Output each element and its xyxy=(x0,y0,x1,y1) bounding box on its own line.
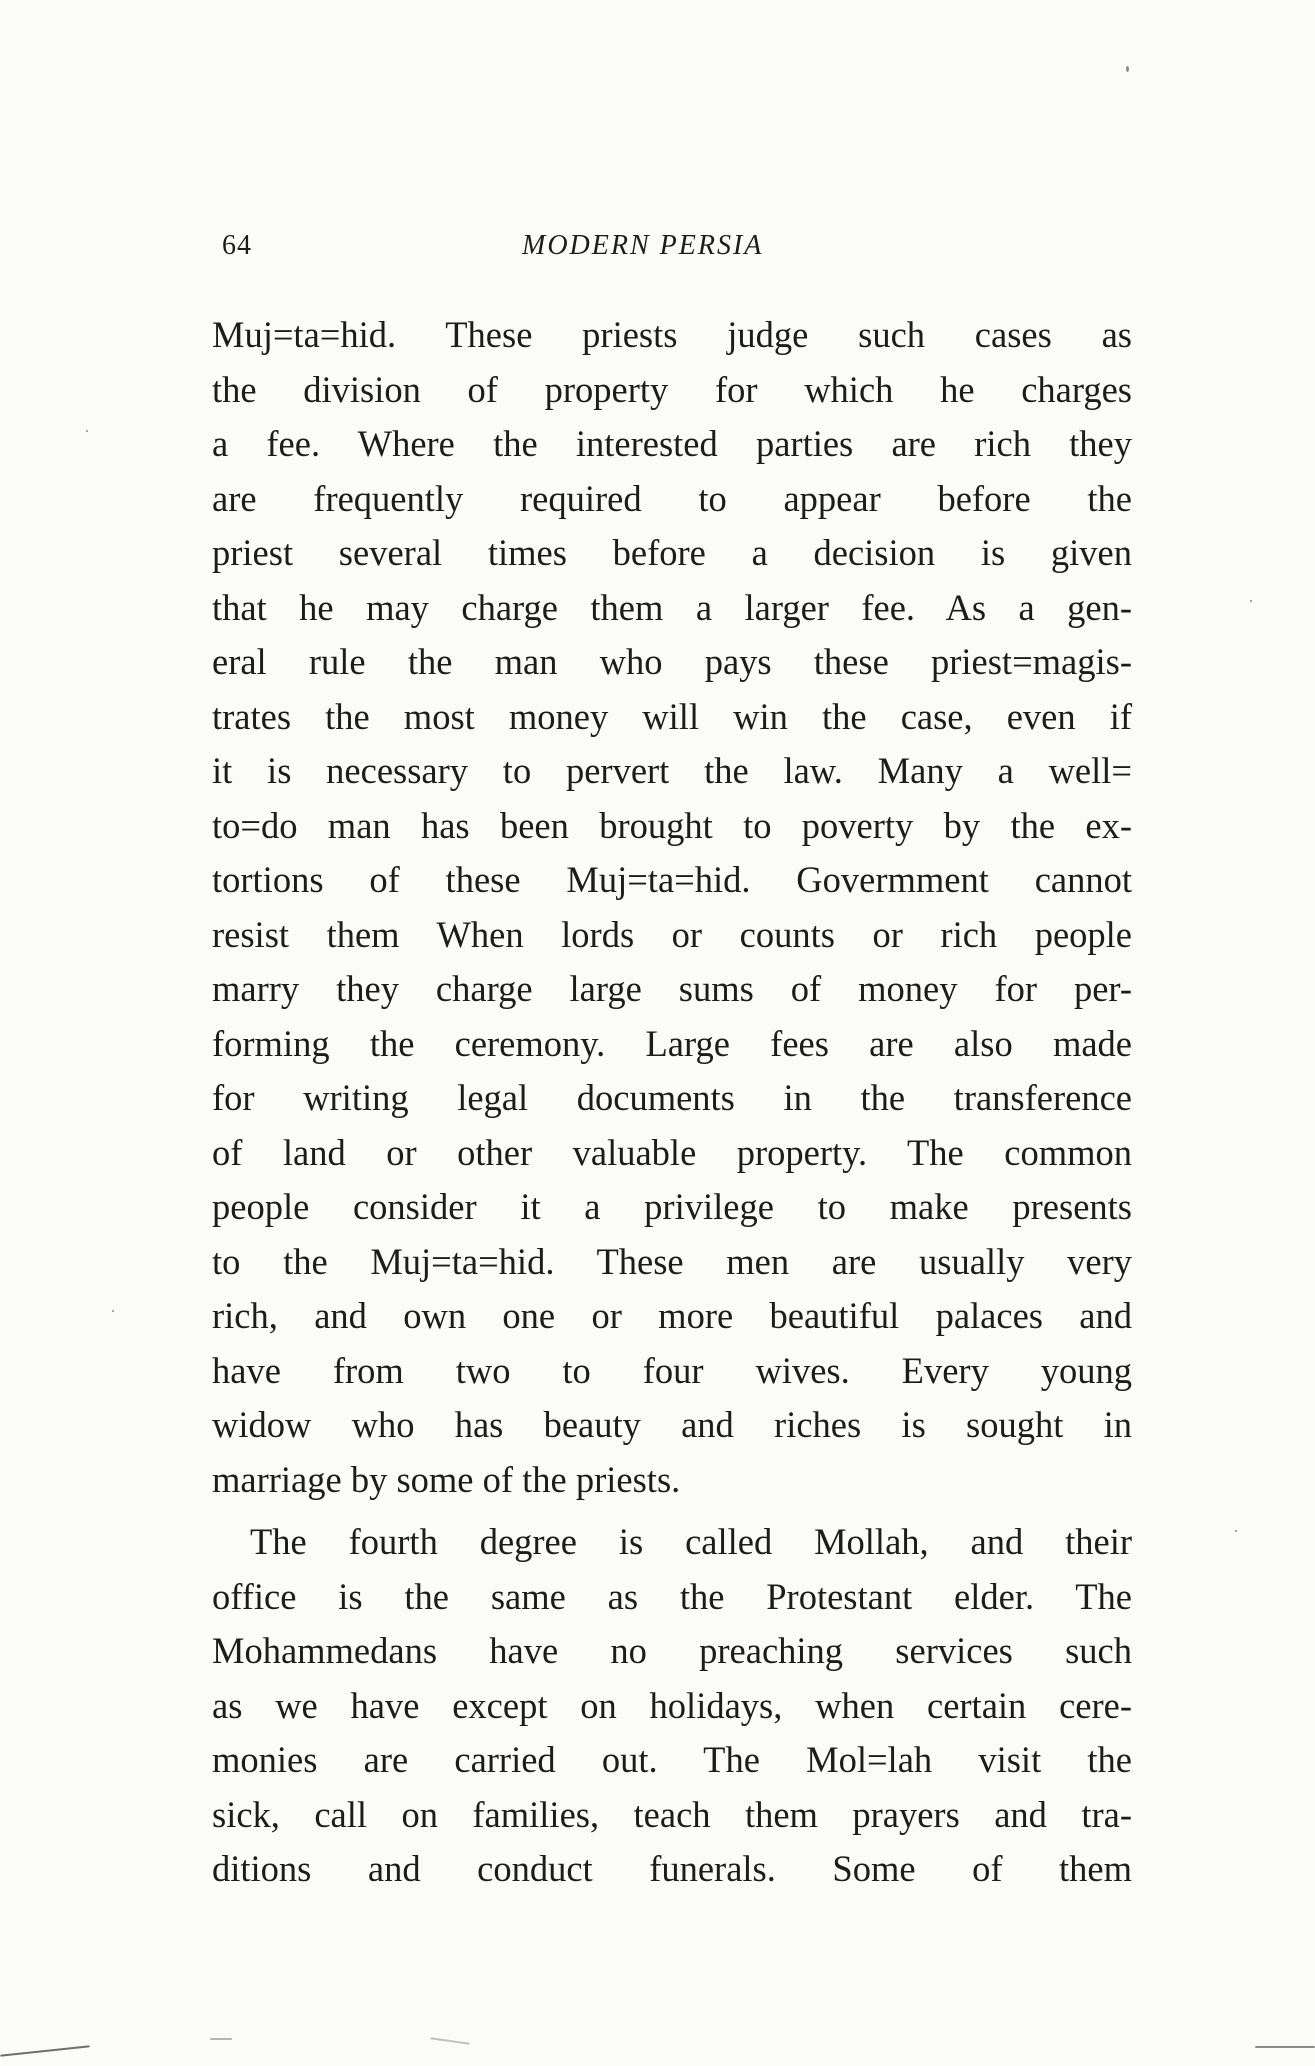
text-line: tortions of these Muj=ta=hid. Govermment cannot xyxy=(212,859,1132,900)
text-line: sick, call on families, teach them prayers and tra- xyxy=(212,1793,1132,1835)
body-text xyxy=(212,308,1132,1897)
page-number: 64 xyxy=(222,230,252,261)
text-line: are frequently required to appear before the xyxy=(212,477,1132,519)
text-line: for writing legal documents in the transference xyxy=(212,1077,1132,1118)
text-line: of land or other valuable property. The common xyxy=(212,1131,1132,1173)
paragraph-gap xyxy=(212,1507,1132,1515)
text-line: people consider it a privilege to make presents xyxy=(212,1186,1132,1227)
text-line: office is the same as the Protestant elder. The xyxy=(212,1575,1132,1617)
scan-edge-mark xyxy=(430,2037,470,2045)
scan-speck xyxy=(86,430,88,432)
text-line: resist them When lords or counts or rich people xyxy=(212,913,1132,955)
text-line: trates the most money will win the case, even if xyxy=(212,695,1132,737)
text-line: Mohammedans have no preaching services such xyxy=(212,1630,1132,1671)
text-line: have from two to four wives. Every young xyxy=(212,1349,1132,1391)
scan-speck xyxy=(1250,600,1252,602)
running-title: MODERN PERSIA xyxy=(522,230,764,261)
text-line: marriage by some of the priests. xyxy=(212,1458,681,1500)
text-line: a fee. Where the interested parties are rich they xyxy=(212,423,1132,464)
text-line: as we have except on holidays, when certain cere- xyxy=(212,1684,1132,1726)
text-line: to the Muj=ta=hid. These men are usually very xyxy=(212,1240,1132,1282)
text-line: widow who has beauty and riches is sought in xyxy=(212,1404,1132,1445)
text-line: monies are carried out. The Mol=lah visit the xyxy=(212,1739,1132,1780)
text-line: to=do man has been brought to poverty by the ex- xyxy=(212,804,1132,846)
scan-speck xyxy=(1126,66,1129,72)
paragraph-1 xyxy=(212,308,1132,1507)
text-line: ditions and conduct funerals. Some of them xyxy=(212,1848,1132,1889)
scan-edge-mark xyxy=(1255,2046,1315,2048)
text-line: rich, and own one or more beautiful palaces and xyxy=(212,1295,1132,1336)
scan-edge-mark xyxy=(210,2038,232,2040)
text-line: marry they charge large sums of money for per- xyxy=(212,968,1132,1009)
text-line: that he may charge them a larger fee. As a gen- xyxy=(212,586,1132,628)
text-line: the division of property for which he charges xyxy=(212,368,1132,410)
scan-speck xyxy=(112,1310,114,1312)
running-head xyxy=(222,222,842,272)
text-line: priest several times before a decision is given xyxy=(212,532,1132,573)
paragraph-2 xyxy=(212,1515,1132,1897)
text-line: Muj=ta=hid. These priests judge such cases as xyxy=(212,314,1132,355)
text-line: The fourth degree is called Mollah, and their xyxy=(250,1521,1132,1562)
text-line: it is necessary to pervert the law. Many a well= xyxy=(212,750,1132,791)
scan-speck xyxy=(1235,1530,1237,1532)
text-line: forming the ceremony. Large fees are also made xyxy=(212,1022,1132,1064)
scan-edge-mark xyxy=(0,2045,90,2056)
text-line: eral rule the man who pays these priest=magis- xyxy=(212,641,1132,682)
